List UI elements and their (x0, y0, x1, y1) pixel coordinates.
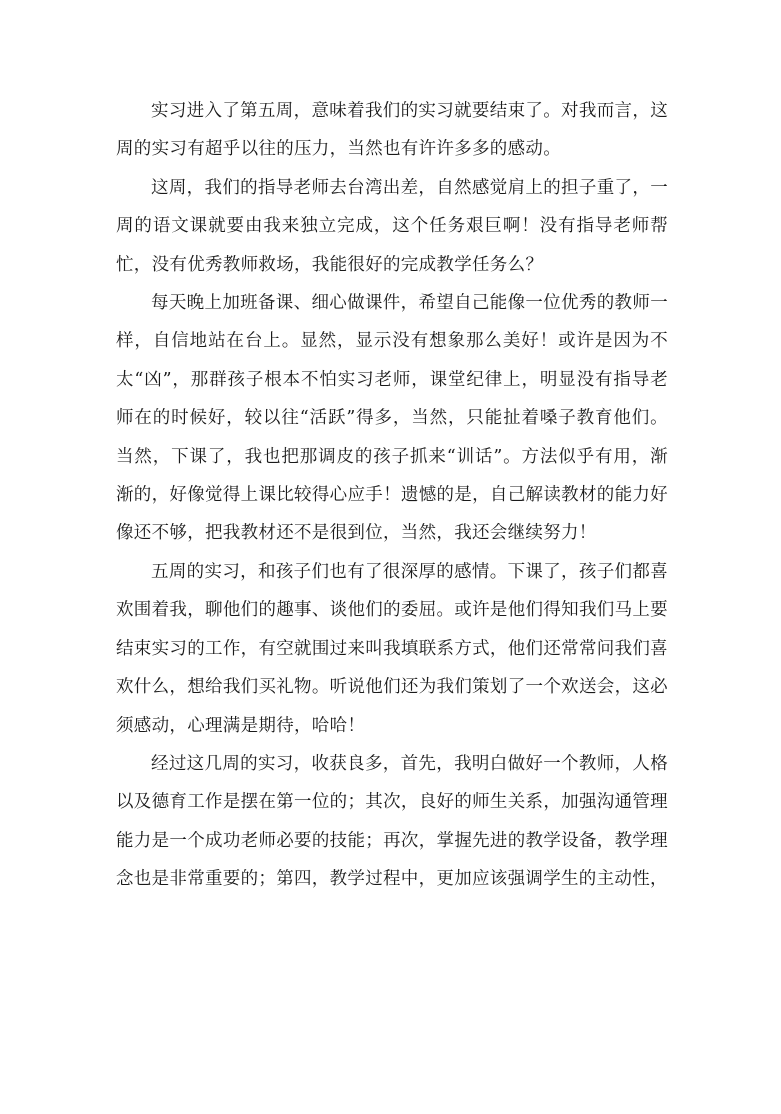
paragraph-5: 经过这几周的实习，收获良多，首先，我明白做好一个教师，人格以及德育工作是摆在第一位的；其次，良好的师生关系，加强沟通管理能力是一个成功老师必要的技能；再次，掌握先进的教学设备，教学理念也是非常重要的；第四，教学过程中，更加应该强调学生的主动性， (116, 753, 668, 890)
paragraph-3: 每天晚上加班备课、细心做课件，希望自己能像一位优秀的教师一样，自信地站在台上。显然，显示没有想象那么美好！或许是因为不太“凶”，那群孩子根本不怕实习老师，课堂纪律上，明显没有指导老师在的时候好，较以往“活跃”得多，当然，只能扯着嗓子教育他们。当然，下课了，我也把那调皮的孩子抓来“训话”。方法似乎有用，渐渐的，好像觉得上课比较得心应手！遗憾的是，自己解读教材的能力好像还不够，把我教材还不是很到位，当然，我还会继续努力！ (116, 293, 668, 544)
paragraph-1: 实习进入了第五周，意味着我们的实习就要结束了。对我而言，这周的实习有超乎以往的压力，当然也有许许多多的感动。 (116, 101, 668, 160)
paragraph-2: 这周，我们的指导老师去台湾出差，自然感觉肩上的担子重了，一周的语文课就要由我来独立完成，这个任务艰巨啊！没有指导老师帮忙，没有优秀教师救场，我能很好的完成教学任务么？ (116, 177, 668, 275)
document-body (116, 92, 668, 899)
paragraph-4: 五周的实习，和孩子们也有了很深厚的感情。下课了，孩子们都喜欢围着我，聊他们的趣事、谈他们的委屈。或许是他们得知我们马上要结束实习的工作，有空就围过来叫我填联系方式，他们还常常问我们喜欢什么，想给我们买礼物。听说他们还为我们策划了一个欢送会，这必须感动，心理满是期待，哈哈！ (116, 561, 668, 736)
